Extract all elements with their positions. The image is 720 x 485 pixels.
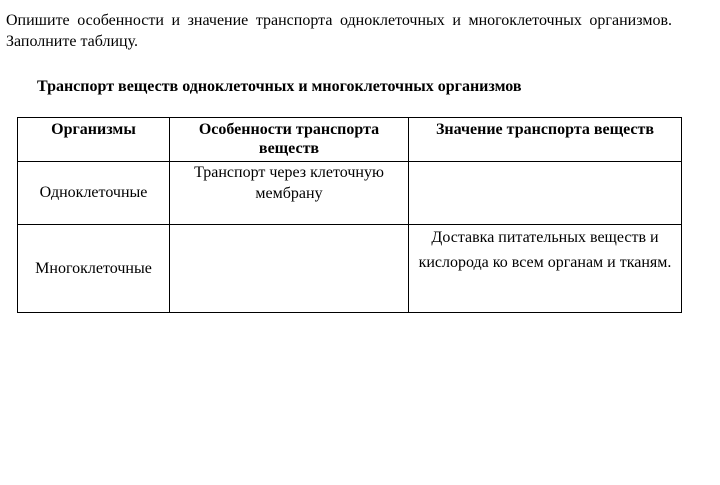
table-row-multicellular <box>18 225 682 313</box>
table-header-row <box>18 118 682 162</box>
cell-organism-unicellular: Одноклеточные <box>18 162 170 225</box>
table-title: Транспорт веществ одноклеточных и многоклеточных организмов <box>37 78 522 95</box>
cell-organism-multicellular: Многоклеточные <box>18 225 170 313</box>
cell-features-multicellular <box>170 225 409 313</box>
task-instruction: Опишите особенности и значение транспорта одноклеточных и многоклеточных организмов. Заполните таблицу. <box>6 12 672 50</box>
transport-table <box>17 117 682 313</box>
header-transport-features: Особенности транспорта веществ <box>170 118 409 162</box>
cell-significance-multicellular: Доставка питательных веществ и кислорода ко всем органам и тканям. <box>409 225 682 313</box>
cell-significance-unicellular <box>409 162 682 225</box>
cell-features-unicellular: Транспорт через клеточную мембрану <box>170 162 409 225</box>
table-row-unicellular <box>18 162 682 225</box>
header-organisms: Организмы <box>18 118 170 162</box>
header-transport-significance: Значение транспорта веществ <box>409 118 682 162</box>
